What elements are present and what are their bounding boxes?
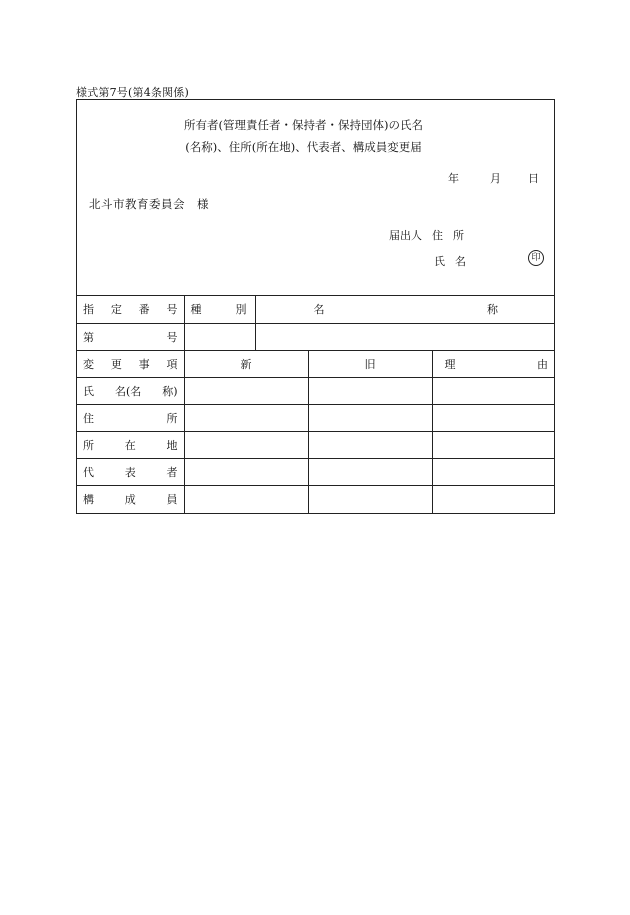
- date-day-label: 日: [528, 172, 539, 185]
- row-label: 氏 名(名 称): [77, 378, 184, 405]
- change-row-name: [77, 378, 554, 405]
- new-value-cell[interactable]: [184, 405, 308, 432]
- address-char-2: 所: [453, 229, 464, 242]
- form-title-line-2: (名称)、住所(所在地)、代表者、構成員変更届: [185, 140, 422, 154]
- designation-number-cell[interactable]: 第 号: [77, 323, 184, 350]
- reason-cell[interactable]: [432, 432, 554, 459]
- old-value-cell[interactable]: [308, 405, 432, 432]
- row-label: 所 在 地: [77, 432, 184, 459]
- form-title-line-1: 所有者(管理責任者・保持者・保持団体)の氏名: [184, 118, 423, 132]
- form-header: [77, 100, 554, 296]
- name-char-1: 氏: [434, 255, 445, 268]
- change-notification-form: [76, 99, 555, 514]
- category-label: 種 別: [184, 296, 255, 323]
- address-char-1: 住: [432, 229, 443, 242]
- change-row-address: [77, 405, 554, 432]
- old-value-cell[interactable]: [308, 432, 432, 459]
- applicant-label: 届出人: [389, 229, 422, 242]
- seal-mark: 印: [528, 250, 544, 266]
- old-value-cell[interactable]: [308, 459, 432, 486]
- applicant-address-field[interactable]: [389, 227, 464, 243]
- change-items-table: [77, 350, 554, 513]
- date-month-label: 月: [490, 172, 501, 185]
- addressee: 北斗市教育委員会 様: [89, 197, 209, 211]
- new-label: 新: [184, 351, 308, 378]
- reason-cell[interactable]: [432, 405, 554, 432]
- change-row-location: [77, 432, 554, 459]
- form-number: 様式第7号(第4条関係): [76, 86, 189, 99]
- change-row-members: [77, 486, 554, 513]
- change-item-label: 変 更 事 項: [77, 351, 184, 378]
- row-label: 構 成 員: [77, 486, 184, 513]
- reason-cell[interactable]: [432, 486, 554, 513]
- row-label: 住 所: [77, 405, 184, 432]
- applicant-name-field[interactable]: [434, 253, 466, 269]
- name-char-2: 名: [455, 255, 466, 268]
- change-row-representative: [77, 459, 554, 486]
- form-title: [77, 114, 554, 158]
- row-label: 代 表 者: [77, 459, 184, 486]
- designation-table: [77, 296, 554, 350]
- old-label: 旧: [308, 351, 432, 378]
- name-label: 名 称: [255, 296, 554, 323]
- new-value-cell[interactable]: [184, 378, 308, 405]
- date-year-label: 年: [448, 172, 459, 185]
- designation-value-row: [77, 323, 554, 350]
- reason-cell[interactable]: [432, 459, 554, 486]
- date-field[interactable]: [448, 170, 540, 186]
- new-value-cell[interactable]: [184, 432, 308, 459]
- change-header-row: [77, 351, 554, 378]
- designation-number-label: 指 定 番 号: [77, 296, 184, 323]
- category-cell[interactable]: [184, 323, 255, 350]
- reason-cell[interactable]: [432, 378, 554, 405]
- designation-header-row: [77, 296, 554, 323]
- name-cell[interactable]: [255, 323, 554, 350]
- old-value-cell[interactable]: [308, 486, 432, 513]
- new-value-cell[interactable]: [184, 486, 308, 513]
- reason-label: 理 由: [432, 351, 554, 378]
- new-value-cell[interactable]: [184, 459, 308, 486]
- old-value-cell[interactable]: [308, 378, 432, 405]
